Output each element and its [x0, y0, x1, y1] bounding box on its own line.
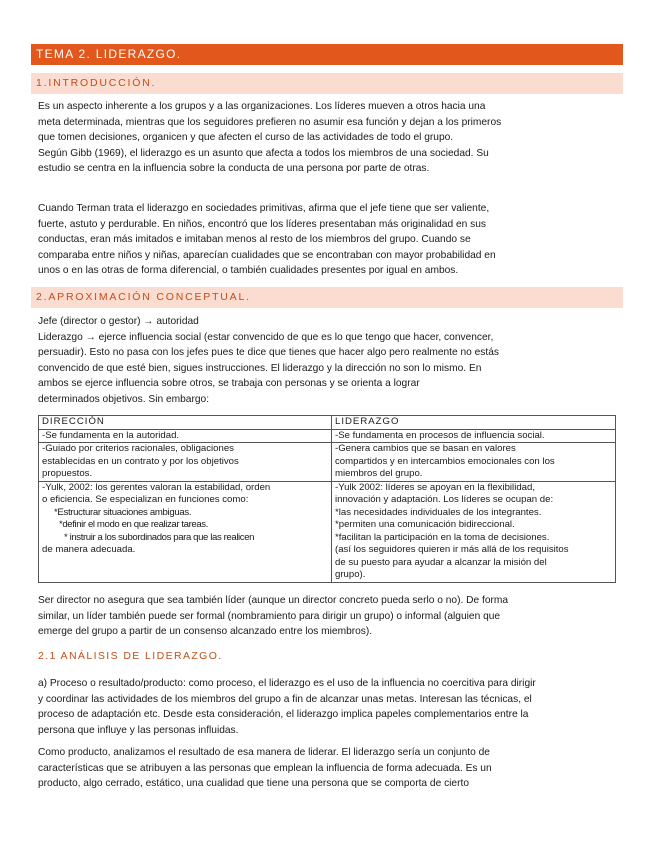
text-line: Ser director no asegura que sea también líder (aunque un director concreto pueda serlo o no). De forma — [38, 595, 509, 606]
text-line: conductas, eran más imitados e imitaban menos al resto de los miembros del grupo. Cuando se — [38, 234, 471, 245]
text-line: persuadir). Esto no pasa con los jefes pues te dice que tienes que hacer algo pero realmente no estás — [38, 347, 499, 358]
table-cell — [332, 481, 616, 582]
text-line: Cuando Terman trata el liderazgo en sociedades primitivas, afirma que el jefe tiene que ser valiente, — [38, 203, 490, 214]
paragraph-concept-2 — [38, 593, 598, 640]
cell-line: innovación y adaptación. Los líderes se ocupan de: — [335, 494, 554, 505]
cell-line: establecidas en un contrato y por los objetivos — [42, 455, 239, 467]
table-cell — [39, 429, 332, 443]
text-line: determinados objetivos. Sin embargo: — [38, 393, 210, 405]
paragraph-concept-1 — [38, 314, 598, 407]
text-line: fuerte, astuto y perdurable. En niños, encontró que los líderes presentaban más originalidad en sus — [38, 218, 486, 230]
cell-line: -Yulk 2002: líderes se apoyan en la flexibilidad, — [335, 481, 535, 493]
cell-line: -Se fundamenta en la autoridad. — [42, 429, 180, 441]
text-line: Jefe (director o gestor) → autoridad — [38, 316, 199, 327]
text-line: a) Proceso o resultado/producto: como proceso, el liderazgo es el uso de la influencia no coercitiva para dirigir — [38, 678, 536, 689]
table-row — [39, 429, 616, 443]
cell-line: -Guiado por criterios racionales, obligaciones — [42, 443, 234, 454]
cell-line: -Se fundamenta en procesos de influencia social. — [335, 429, 545, 441]
text-line: similar, un líder también puede ser formal (nombramiento para dirigir un grupo) o informal (alguien que — [38, 610, 501, 622]
cell-line: *facilitan la participación en la toma de decisiones. — [335, 531, 550, 543]
table-row — [39, 443, 616, 482]
section-heading-aproximacion: 2.APROXIMACIÓN CONCEPTUAL. — [31, 287, 623, 308]
cell-line: miembros del grupo. — [335, 468, 423, 479]
cell-line: *permiten una comunicación bidireccional. — [335, 519, 515, 530]
table-row — [39, 481, 616, 582]
subsection-heading-analisis: 2.1 ANÁLISIS DE LIDERAZGO. — [38, 650, 223, 662]
text-line: proceso de adaptación etc. Desde esta consideración, el liderazgo implica papeles complementarios entre la — [38, 709, 529, 720]
text-line: estudio se centra en la influencia sobre la conducta de una persona por parte de otras. — [38, 163, 430, 174]
cell-line: * instruir a los subordinados para que las realicen — [64, 531, 255, 543]
text-line: meta determinada, mientras que los seguidores prefieren no asumir esa función y dejan a los primeros — [38, 116, 502, 128]
text-line: Liderazgo → ejerce influencia social (estar convencido de que es lo que tengo que hacer, convencer, — [38, 331, 494, 343]
paragraph-intro-1 — [38, 99, 598, 177]
text-line: que tomen decisiones, organicen y que afecten el curso de las actividades de todo el grupo. — [38, 132, 454, 143]
section-heading-introduccion: 1.INTRODUCCIÓN. — [31, 73, 623, 94]
document-title-banner: TEMA 2. LIDERAZGO. — [31, 44, 623, 65]
table-header-row — [39, 416, 616, 430]
text-line: Como producto, analizamos el resultado de esa manera de liderar. El liderazgo sería un conjunto de — [38, 747, 490, 758]
text-line: emerge del grupo a partir de un consenso alcanzado entre los miembros). — [38, 626, 373, 637]
text-line: ambos se ejerce influencia sobre otros, se trabaja con personas y se orienta a lograr — [38, 378, 420, 389]
cell-line: *definir el modo en que realizar tareas. — [59, 519, 208, 530]
table-cell — [332, 443, 616, 482]
cell-line: propuestos. — [42, 468, 93, 479]
cell-line: *Estructurar situaciones ambiguas. — [54, 506, 192, 518]
text-line: características que se atribuyen a las personas que emplean la influencia de forma adecuada. Es un — [38, 762, 492, 774]
text-line: Según Gibb (1969), el liderazgo es un asunto que afecta a todos los miembros de una sociedad. Su — [38, 147, 489, 159]
cell-line: -Genera cambios que se basan en valores — [335, 443, 516, 454]
text-line: Es un aspecto inherente a los grupos y a las organizaciones. Los líderes mueven a otros hacia una — [38, 101, 486, 112]
paragraph-analisis-2 — [38, 745, 598, 792]
cell-line: o eficiencia. Se especializan en funciones como: — [42, 494, 249, 505]
table-cell — [332, 429, 616, 443]
cell-line: (así los seguidores quieren ir más allá de los requisitos — [335, 544, 569, 555]
text-line: comparaba entre niños y niñas, aparecían cualidades que se encontraban con mayor probabilidad en — [38, 249, 496, 261]
text-line: convencido de que esté bien, sigues instrucciones. El liderazgo y la dirección no son lo mismo. En — [38, 362, 482, 374]
text-line: persona que influye y las personas influidas. — [38, 724, 239, 736]
cell-line: compartidos y en intercambios emocionales con los — [335, 455, 555, 467]
text-line: producto, algo cerrado, estático, una cualidad que tiene una persona que se comporta de cierto — [38, 778, 469, 789]
cell-line: de manera adecuada. — [42, 544, 136, 555]
table-cell — [39, 481, 332, 582]
table-header-direccion: DIRECCIÓN — [39, 416, 332, 430]
cell-line: -Yulk, 2002: los gerentes valoran la estabilidad, orden — [42, 481, 271, 493]
paragraph-intro-2 — [38, 201, 598, 279]
text-line: unos o en las otras de forma diferencial, o también cualidades presentes por igual en ambos. — [38, 265, 459, 276]
cell-line: grupo). — [335, 569, 366, 580]
text-line: y coordinar las actividades de los miembros del grupo a fin de alcanzar unas metas. Interesan las técnicas, el — [38, 693, 532, 705]
table-cell — [39, 443, 332, 482]
paragraph-analisis-1 — [38, 676, 598, 738]
table-header-liderazgo: LIDERAZGO — [332, 416, 616, 430]
cell-line: de su puesto para ayudar a alcanzar la misión del — [335, 556, 547, 568]
comparison-table — [38, 415, 616, 583]
cell-line: *las necesidades individuales de los integrantes. — [335, 506, 542, 518]
